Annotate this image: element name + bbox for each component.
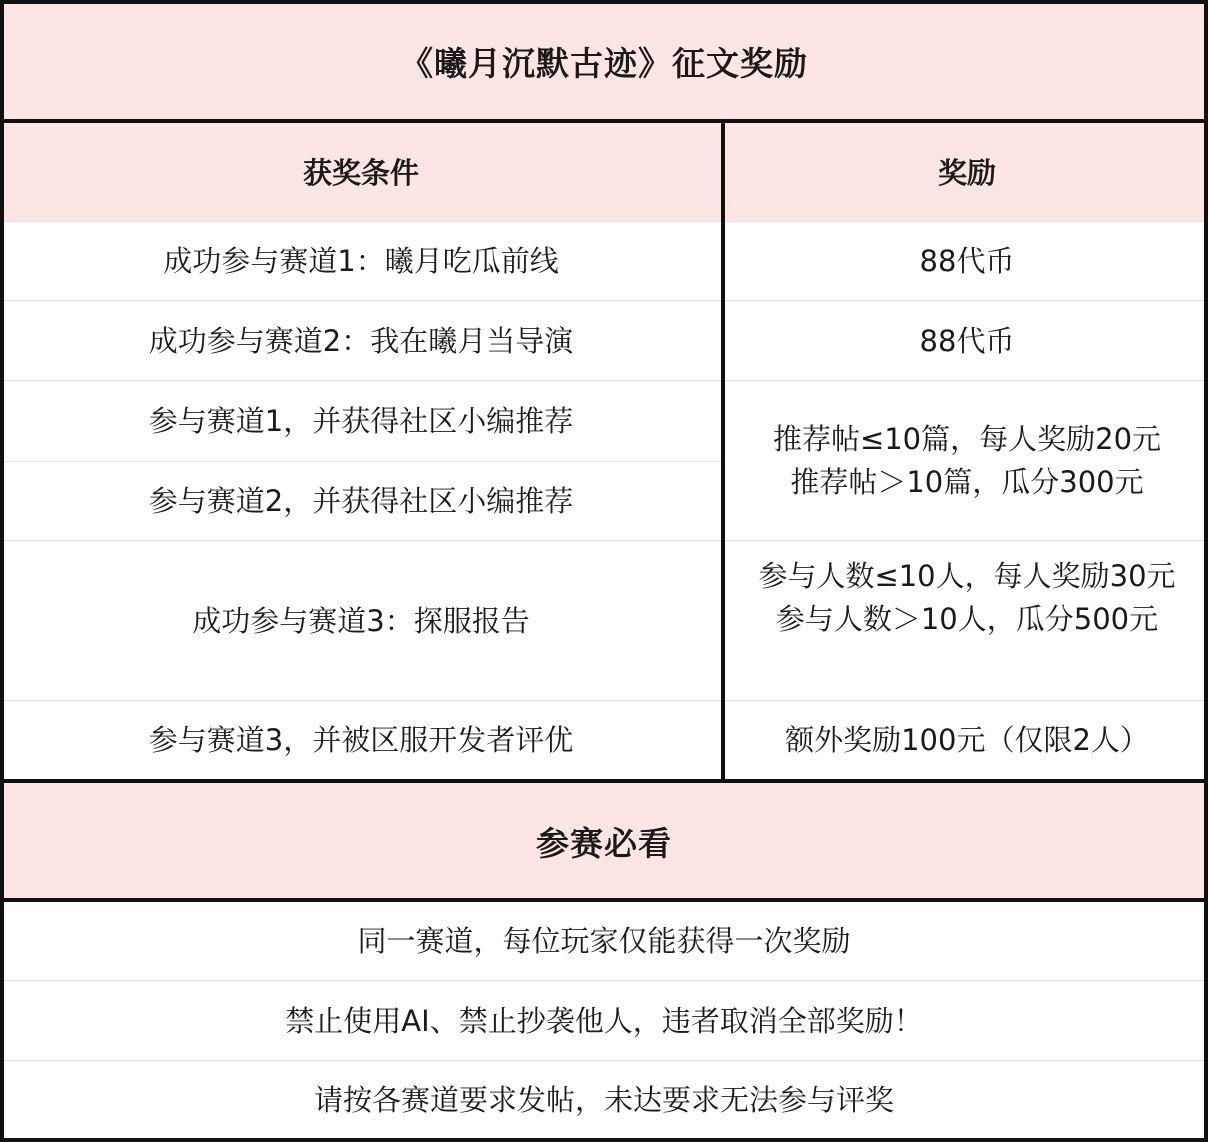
header-reward-cell (726, 122, 1208, 221)
reward-text: 额外奖励100元（仅限2人） (785, 723, 1149, 757)
condition-text: 参与赛道1，并获得社区小编推荐 (148, 403, 574, 438)
notice-row (0, 902, 1208, 981)
notice-text: 请按各赛道要求发帖，未达要求无法参与评奖 (313, 1083, 894, 1117)
header-condition: 获奖条件 (302, 156, 419, 190)
notice-text: 禁止使用AI、禁止抄袭他人，违者取消全部奖励！ (285, 1003, 923, 1038)
reward-cell (726, 301, 1208, 381)
reward-line: 推荐帖＞10篇，瓜分300元 (790, 465, 1144, 499)
table-title: 《曦月沉默古迹》征文奖励 (400, 43, 808, 83)
notice-cell (0, 1061, 1208, 1140)
merged-reward-recommend (726, 381, 1208, 541)
condition-cell (0, 301, 722, 381)
reward-cell (726, 381, 1208, 541)
row-divider (0, 540, 1208, 541)
condition-cell (0, 461, 722, 541)
notice-text: 同一赛道，每位玩家仅能获得一次奖励 (357, 924, 851, 958)
border-bottom (0, 1138, 1208, 1142)
header-condition-cell (0, 122, 722, 221)
notice-title: 参赛必看 (536, 823, 672, 863)
notice-title-cell (0, 782, 1208, 900)
border-table-bottom (0, 779, 1208, 783)
table-row (0, 301, 1208, 381)
condition-text: 成功参与赛道1：曦月吃瓜前线 (163, 243, 559, 278)
title-row (0, 0, 1208, 122)
table-row (0, 701, 1208, 780)
border-top (0, 0, 1208, 4)
condition-cell (0, 221, 722, 301)
row-divider (0, 700, 1208, 701)
reward-line: 推荐帖≤10篇，每人奖励20元 (772, 422, 1162, 456)
reward-cell (726, 541, 1208, 701)
reward-text: 88代币 (919, 243, 1015, 278)
reward-lines (773, 418, 1161, 504)
table-row (0, 541, 1208, 701)
table-title-cell (0, 0, 1208, 122)
table-row (0, 221, 1208, 301)
condition-cell (0, 701, 722, 780)
reward-lines (758, 555, 1175, 641)
row-divider (0, 221, 1208, 222)
condition-text: 成功参与赛道2：我在曦月当导演 (148, 323, 574, 358)
border-notice-header-bottom (0, 898, 1208, 902)
reward-text: 88代币 (919, 323, 1015, 358)
reward-cell (726, 701, 1208, 780)
row-divider (0, 980, 1208, 981)
column-divider (721, 119, 725, 781)
notice-cell (0, 981, 1208, 1061)
condition-text: 成功参与赛道3：探服报告 (192, 603, 530, 638)
notice-cell (0, 902, 1208, 981)
header-reward: 奖励 (937, 156, 996, 190)
notice-row (0, 981, 1208, 1061)
header-row (0, 122, 1208, 221)
row-divider (0, 380, 1208, 381)
condition-cell (0, 541, 722, 701)
notice-header-row (0, 782, 1208, 900)
row-divider (0, 300, 1208, 301)
border-right (1204, 0, 1208, 1142)
reward-cell (726, 221, 1208, 301)
reward-line: 参与人数≤10人，每人奖励30元 (758, 559, 1176, 593)
condition-text: 参与赛道3，并被区服开发者评优 (148, 723, 574, 757)
condition-cell (0, 381, 722, 461)
border-left (0, 0, 4, 1142)
row-divider (0, 461, 722, 462)
notice-row (0, 1061, 1208, 1140)
border-title-bottom (0, 119, 1208, 123)
condition-text: 参与赛道2，并获得社区小编推荐 (148, 483, 574, 518)
reward-line: 参与人数＞10人，瓜分500元 (775, 602, 1159, 636)
row-divider (0, 1060, 1208, 1061)
